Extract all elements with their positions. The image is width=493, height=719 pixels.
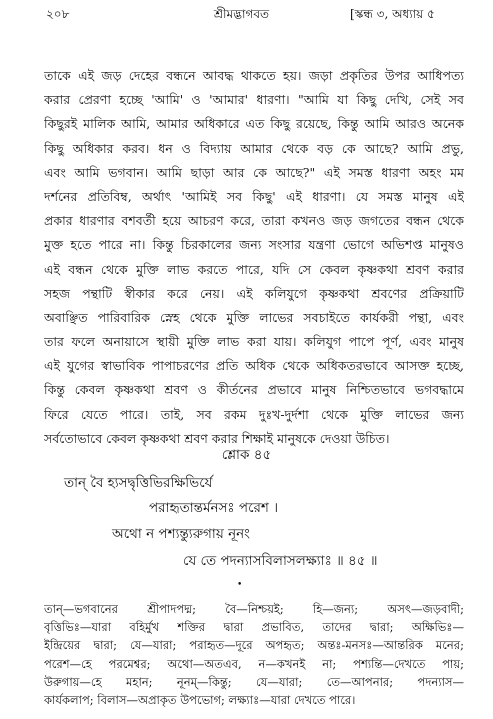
purport-line: কিছুরই মালিক আমি, আমার অধিকারে এত কিছু রয়েছে, কিন্তু আমি আরও অনেক (44, 116, 464, 132)
purport-line: কিছু অধিকার করব। ধন ও বিদ্যায় আমার থেকে বড় কে আছে? আমি প্রভু, (44, 140, 464, 156)
verse-line: তান্ বৈ হ্যসদ্বৃত্তিভিরক্ষিভির্যে (64, 475, 213, 491)
synonyms-block (44, 600, 464, 709)
synonym-line: কার্যকলাপ; বিলাস—অপ্রাকৃত উপভোগ; লক্ষ্যাঃ—যারা দেখতে পারে। (44, 692, 356, 707)
purport-line: করার প্রেরণা হচ্ছে 'আমি' ও 'আমার' ধারণা। "আমি যা কিছু দেখি, সেই সব (44, 92, 464, 108)
purport-line: দর্শনের প্রতিবিম্ব, অর্থাৎ 'আমিই সব কিছু' এই ধারণা। যে সমস্ত মানুষ এই (44, 188, 464, 204)
purport-line: তার ফলে অনায়াসে স্থায়ী মুক্তি লাভ করা যায়। কলিযুগ পাপে পূর্ণ, এবং মানুষ (44, 334, 464, 350)
synonym-line: তান্—ভগবানের শ্রীপাদপদ্ম; বৈ—নিশ্চয়ই; হি—জন্য; অসৎ—জড়বাদী; (44, 602, 464, 616)
purport-line: তাকে এই জড় দেহের বন্ধনে আবদ্ধ থাকতে হয়। জড়া প্রকৃতির উপর আধিপত্য (44, 68, 464, 83)
purport-paragraph (44, 64, 464, 451)
verse-separator: • (237, 580, 243, 590)
synonym-line: উরুগায়—হে মহান; নূনম্—কিন্তু; যে—যারা; তে—আপনার; পদন্যাস— (44, 674, 464, 689)
verse-line: যে তে পদন্যাসবিলাসলক্ষ্যাঃ ॥ ৪৫ ॥ (183, 553, 378, 569)
purport-line: সর্বতোভাবে কেবল কৃষ্ণকথা শ্রবণ করার শিক্ষাই মানুষকে দেওয়া উচিত। (44, 430, 390, 446)
synonym-line: পরেশ—হে পরমেশ্বর; অথো—অতএব, ন—কখনই না; পশ্যন্তি—দেখতে পায়; (44, 656, 464, 671)
verse-line: অথো ন পশ্যন্ত্যুরুগায় নূনং (112, 526, 250, 542)
purport-line: অবাঞ্ছিত পারিবারিক স্নেহ থেকে মুক্তি লাভের সবচাইতে কার্যকরী পন্থা, এবং (44, 309, 464, 325)
synonym-line: ইন্দ্রিয়ের দ্বারা; যে—যারা; পরাহৃত—দূরে অপহৃত; অন্তঃ-মনসঃ—আন্তরিক মনের; (44, 638, 464, 653)
page-number: ২০৮ (46, 7, 70, 21)
purport-line: এবং আমি ভগবান। আমি ছাড়া আর কে আছে?" এই সমস্ত ধারণা অহং মম (44, 164, 464, 180)
verse-line: পরাহৃতান্তর্মনসঃ পরেশ । (149, 500, 279, 516)
purport-line: ফিরে যেতে পারে। তাই, সব রকম দুঃখ-দুর্দশা থেকে মুক্তি লাভের জন্য (44, 406, 464, 422)
purport-line: এই যুগের স্বাভাবিক পাপাচরণের প্রতি অধিক থেকে অধিকতরভাবে আসক্ত হচ্ছে, (44, 358, 464, 374)
section-label: [স্কন্ধ ৩, অধ্যায় ৫ (350, 7, 435, 21)
purport-line: মুক্ত হতে পারে না। কিন্তু চিরকালের জন্য সংসার যন্ত্রণা ভোগে অভিশপ্ত মানুষও (44, 237, 464, 253)
synonym-line: বৃত্তিভিঃ—যারা বহির্মুখ শক্তির দ্বারা প্রভাবিত, তাদের দ্বারা; অক্ষিভিঃ— (44, 620, 464, 635)
book-title: শ্রীমদ্ভাগবত (214, 7, 270, 21)
purport-line: কিন্তু কেবল কৃষ্ণকথা শ্রবণ ও কীর্তনের প্রভাবে মানুষ নিশ্চিতভাবে ভগবদ্ধামে (44, 382, 464, 398)
verse-heading: শ্লোক ৪৫ (221, 447, 272, 463)
purport-line: এই বন্ধন থেকে মুক্তি লাভ করতে পারে, যদি সে কেবল কৃষ্ণকথা শ্রবণ করার (44, 261, 464, 277)
purport-line: প্রকার ধারণার বশবর্তী হয়ে আচরণ করে, তারা কখনও জড় জগতের বন্ধন থেকে (44, 213, 464, 229)
purport-line: সহজ পন্থাটি স্বীকার করে নেয়। এই কলিযুগে কৃষ্ণকথা শ্রবণের প্রক্রিয়াটি (44, 285, 464, 301)
